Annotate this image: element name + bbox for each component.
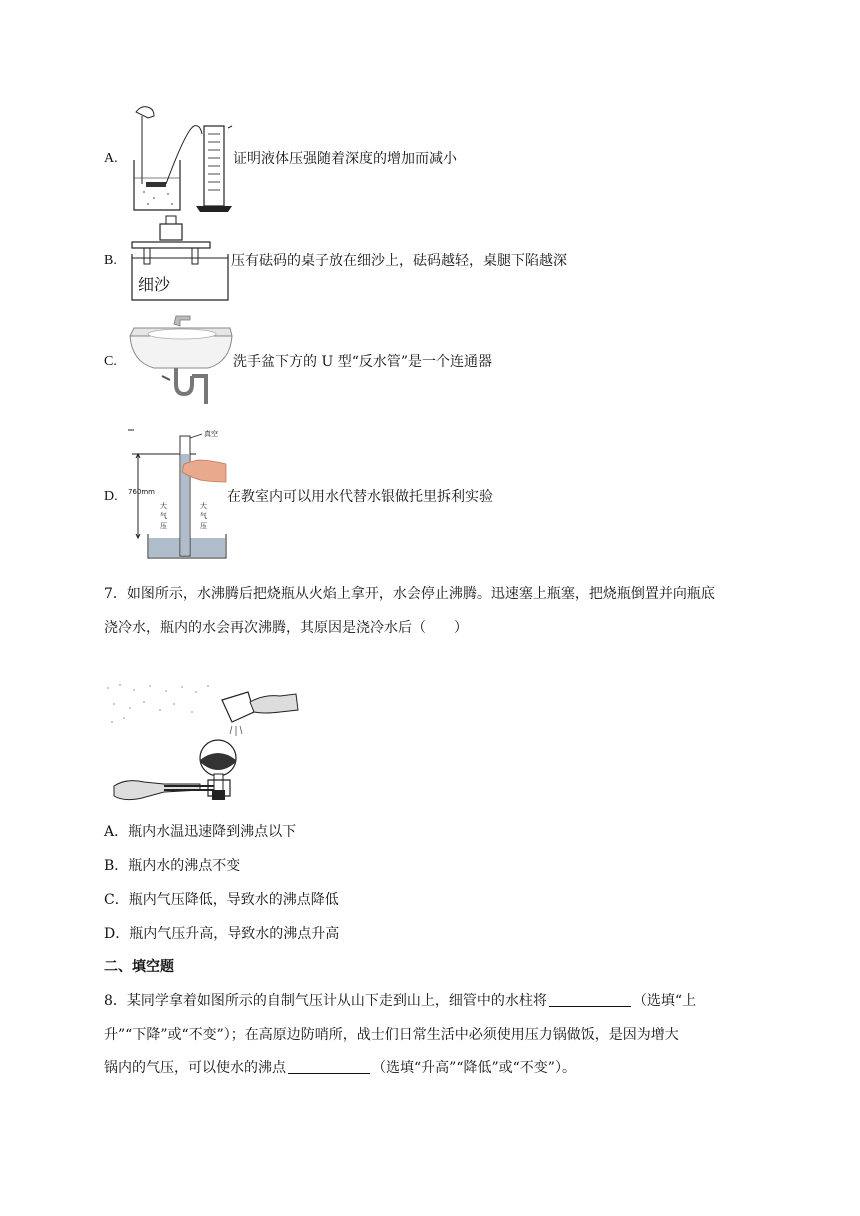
option-d-text: 在教室内可以用水代替水银做托里拆利实验 [227,489,493,505]
q8-line-3: 锅内的气压，可以使水的沸点 （选填“升高”“降低”或“不变”）。 [104,1060,576,1076]
option-b-letter: B. [104,253,117,268]
section-title-fill-blank: 二、填空题 [104,959,174,975]
liquid-pressure-apparatus-icon [124,100,236,214]
q7-option-d: D．瓶内气压升高，导致水的沸点升高 [104,926,340,942]
washbasin-u-trap-icon [126,312,236,412]
svg-text:压: 压 [200,522,207,530]
svg-text:气: 气 [160,512,167,520]
height-760mm-label: 760mm [128,488,155,496]
svg-text:压: 压 [160,522,167,530]
option-a-letter: A. [104,151,118,166]
option-c-letter: C. [104,354,117,369]
option-d-letter: D. [104,489,118,504]
svg-text:大: 大 [200,502,207,510]
flask-cold-water-icon [104,682,300,808]
torricelli-experiment-icon [126,426,230,566]
option-c-text: 洗手盆下方的 U 型“反水管”是一个连通器 [233,354,493,370]
q7-option-c: C．瓶内气压降低，导致水的沸点降低 [104,892,339,908]
q8-blank-1[interactable] [549,992,631,1007]
q7-option-b: B．瓶内水的沸点不变 [104,858,241,874]
svg-text:大: 大 [160,502,167,510]
q7-line-1: 7．如图所示，水沸腾后把烧瓶从火焰上拿开，水会停止沸腾。迅速塞上瓶塞，把烧瓶倒置并向瓶底 [104,586,715,602]
vacuum-label: 真空 [204,430,218,438]
q8-line-2: 升”“下降”或“不变”）；在高原边防哨所，战士们日常生活中必须使用压力锅做饭，是因为增大 [104,1027,679,1043]
table-on-sand-icon [126,214,232,302]
option-a-text: 证明液体压强随着深度的增加而减小 [233,151,457,167]
sand-label: 细沙 [138,275,171,294]
q7-option-a: A．瓶内水温迅速降到沸点以下 [104,824,297,840]
q8-blank-2[interactable] [288,1059,370,1074]
q8-line-1: 8．某同学拿着如图所示的自制气压计从山下走到山上，细管中的水柱将 （选填“上 [104,993,697,1009]
q7-line-2: 浇冷水，瓶内的水会再次沸腾，其原因是浇冷水后（ ） [104,620,468,636]
option-b-text: 压有砝码的桌子放在细沙上，砝码越轻，桌腿下陷越深 [231,253,567,269]
svg-text:气: 气 [200,512,207,520]
